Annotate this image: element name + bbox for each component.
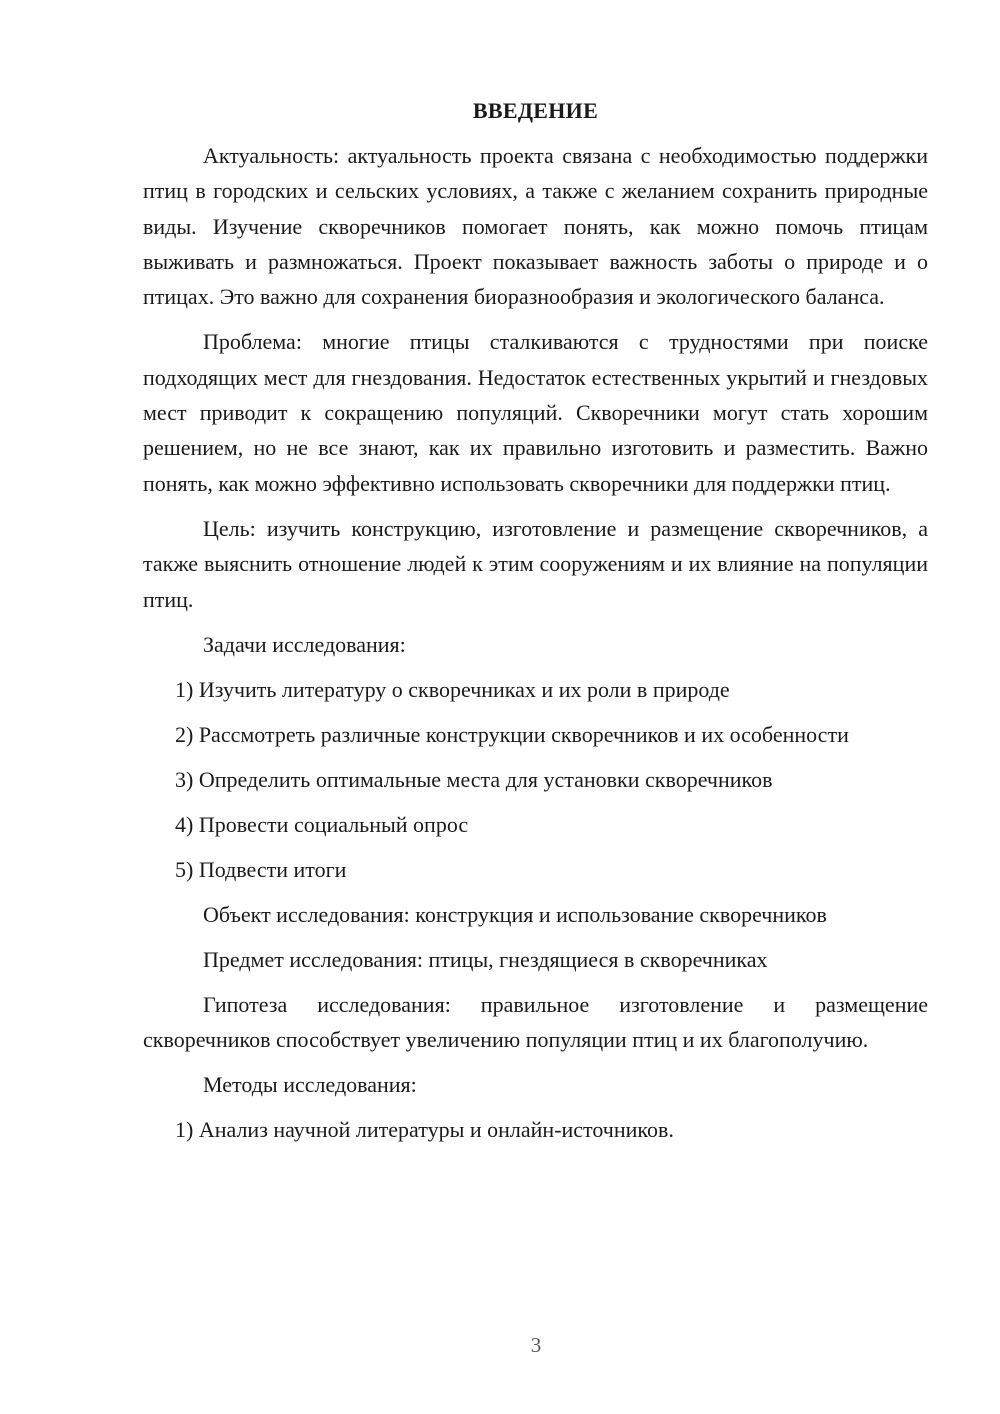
relevance-paragraph: Актуальность: актуальность проекта связана с необходимостью поддержки птиц в городских и сельских условиях, а также с желанием сохранить природные виды. Изучение скворечников помогает понять, как можно помочь птицам выживать и размножаться. Проект показывает важность заботы о природе и о птицах. Это важно для сохранения биоразнообразия и экологического баланса. [143,143,928,310]
task-item-3: 3) Определить оптимальные места для установки скворечников [175,766,773,792]
subject-line: Предмет исследования: птицы, гнездящиеся в скворечниках [203,946,768,972]
page-number: 3 [530,1333,542,1357]
tasks-heading: Задачи исследования: [203,631,406,657]
problem-paragraph: Проблема: многие птицы сталкиваются с трудностями при поиске подходящих мест для гнездования. Недостаток естественных укрытий и гнездовых мест приводит к сокращению популяций. Скворечники могут стать хорошим решением, но не все знают, как их правильно изготовить и разместить. Важно понять, как можно эффективно использовать скворечники для поддержки птиц. [143,329,928,496]
task-item-2: 2) Рассмотреть различные конструкции скворечников и их особенности [175,721,849,747]
method-item-1: 1) Анализ научной литературы и онлайн-источников. [175,1117,674,1143]
task-item-1: 1) Изучить литературу о скворечниках и их роли в природе [175,676,730,702]
methods-heading: Методы исследования: [203,1072,417,1098]
object-line: Объект исследования: конструкция и использование скворечников [203,901,827,927]
task-item-5: 5) Подвести итоги [175,856,347,882]
goal-paragraph: Цель: изучить конструкцию, изготовление и размещение скворечников, а также выяснить отношение людей к этим сооружениям и их влияние на популяции птиц. [143,515,928,612]
hypothesis-paragraph: Гипотеза исследования: правильное изготовление и размещение скворечников способствует увеличению популяции птиц и их благополучию. [143,991,928,1053]
task-item-4: 4) Провести социальный опрос [175,811,469,837]
document-body [143,96,928,1157]
section-title: ВВЕДЕНИЕ [472,98,599,123]
